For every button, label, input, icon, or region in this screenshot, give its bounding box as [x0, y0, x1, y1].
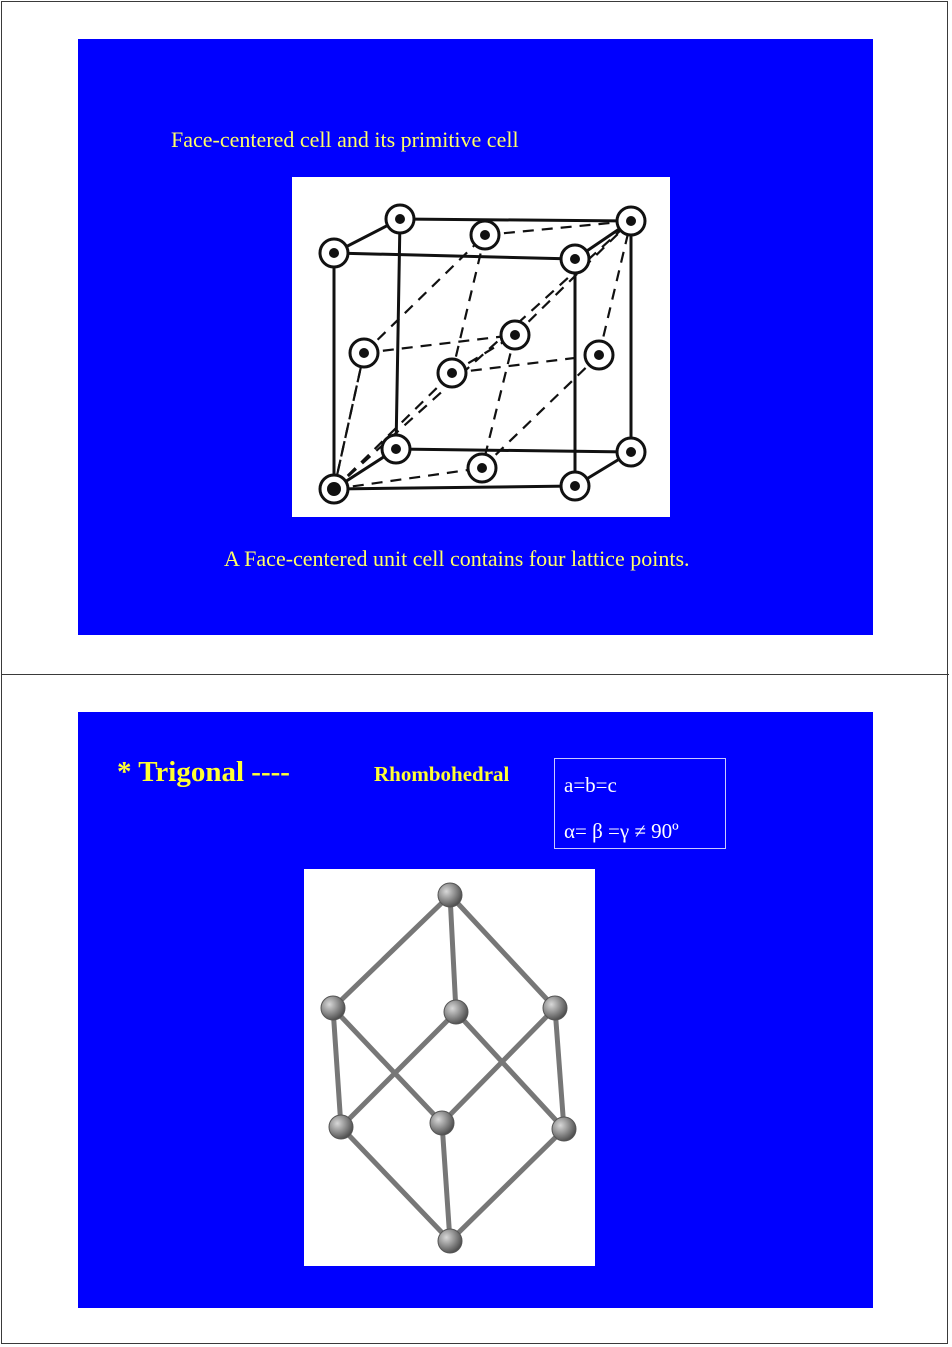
rhombohedral-lattice-icon	[304, 869, 595, 1266]
rhombohedral-lattice-figure	[304, 869, 595, 1266]
fcc-lattice-figure	[292, 177, 670, 517]
face-centered-cubic-lattice-icon	[292, 177, 670, 517]
slide-title: * Trigonal ----	[117, 756, 290, 788]
page-divider	[1, 674, 949, 675]
lattice-parameters-box	[554, 758, 726, 849]
slide-trigonal	[78, 712, 873, 1308]
slide-face-centered	[78, 39, 873, 635]
slide-note: A Face-centered unit cell contains four lattice points.	[224, 546, 690, 571]
slide-title: Face-centered cell and its primitive cell	[171, 127, 519, 152]
lattice-parameter-angles: α= β =γ ≠ 90º	[564, 819, 679, 843]
lattice-type-label: Rhombohedral	[374, 762, 510, 786]
lattice-parameter-lengths: a=b=c	[564, 773, 617, 797]
